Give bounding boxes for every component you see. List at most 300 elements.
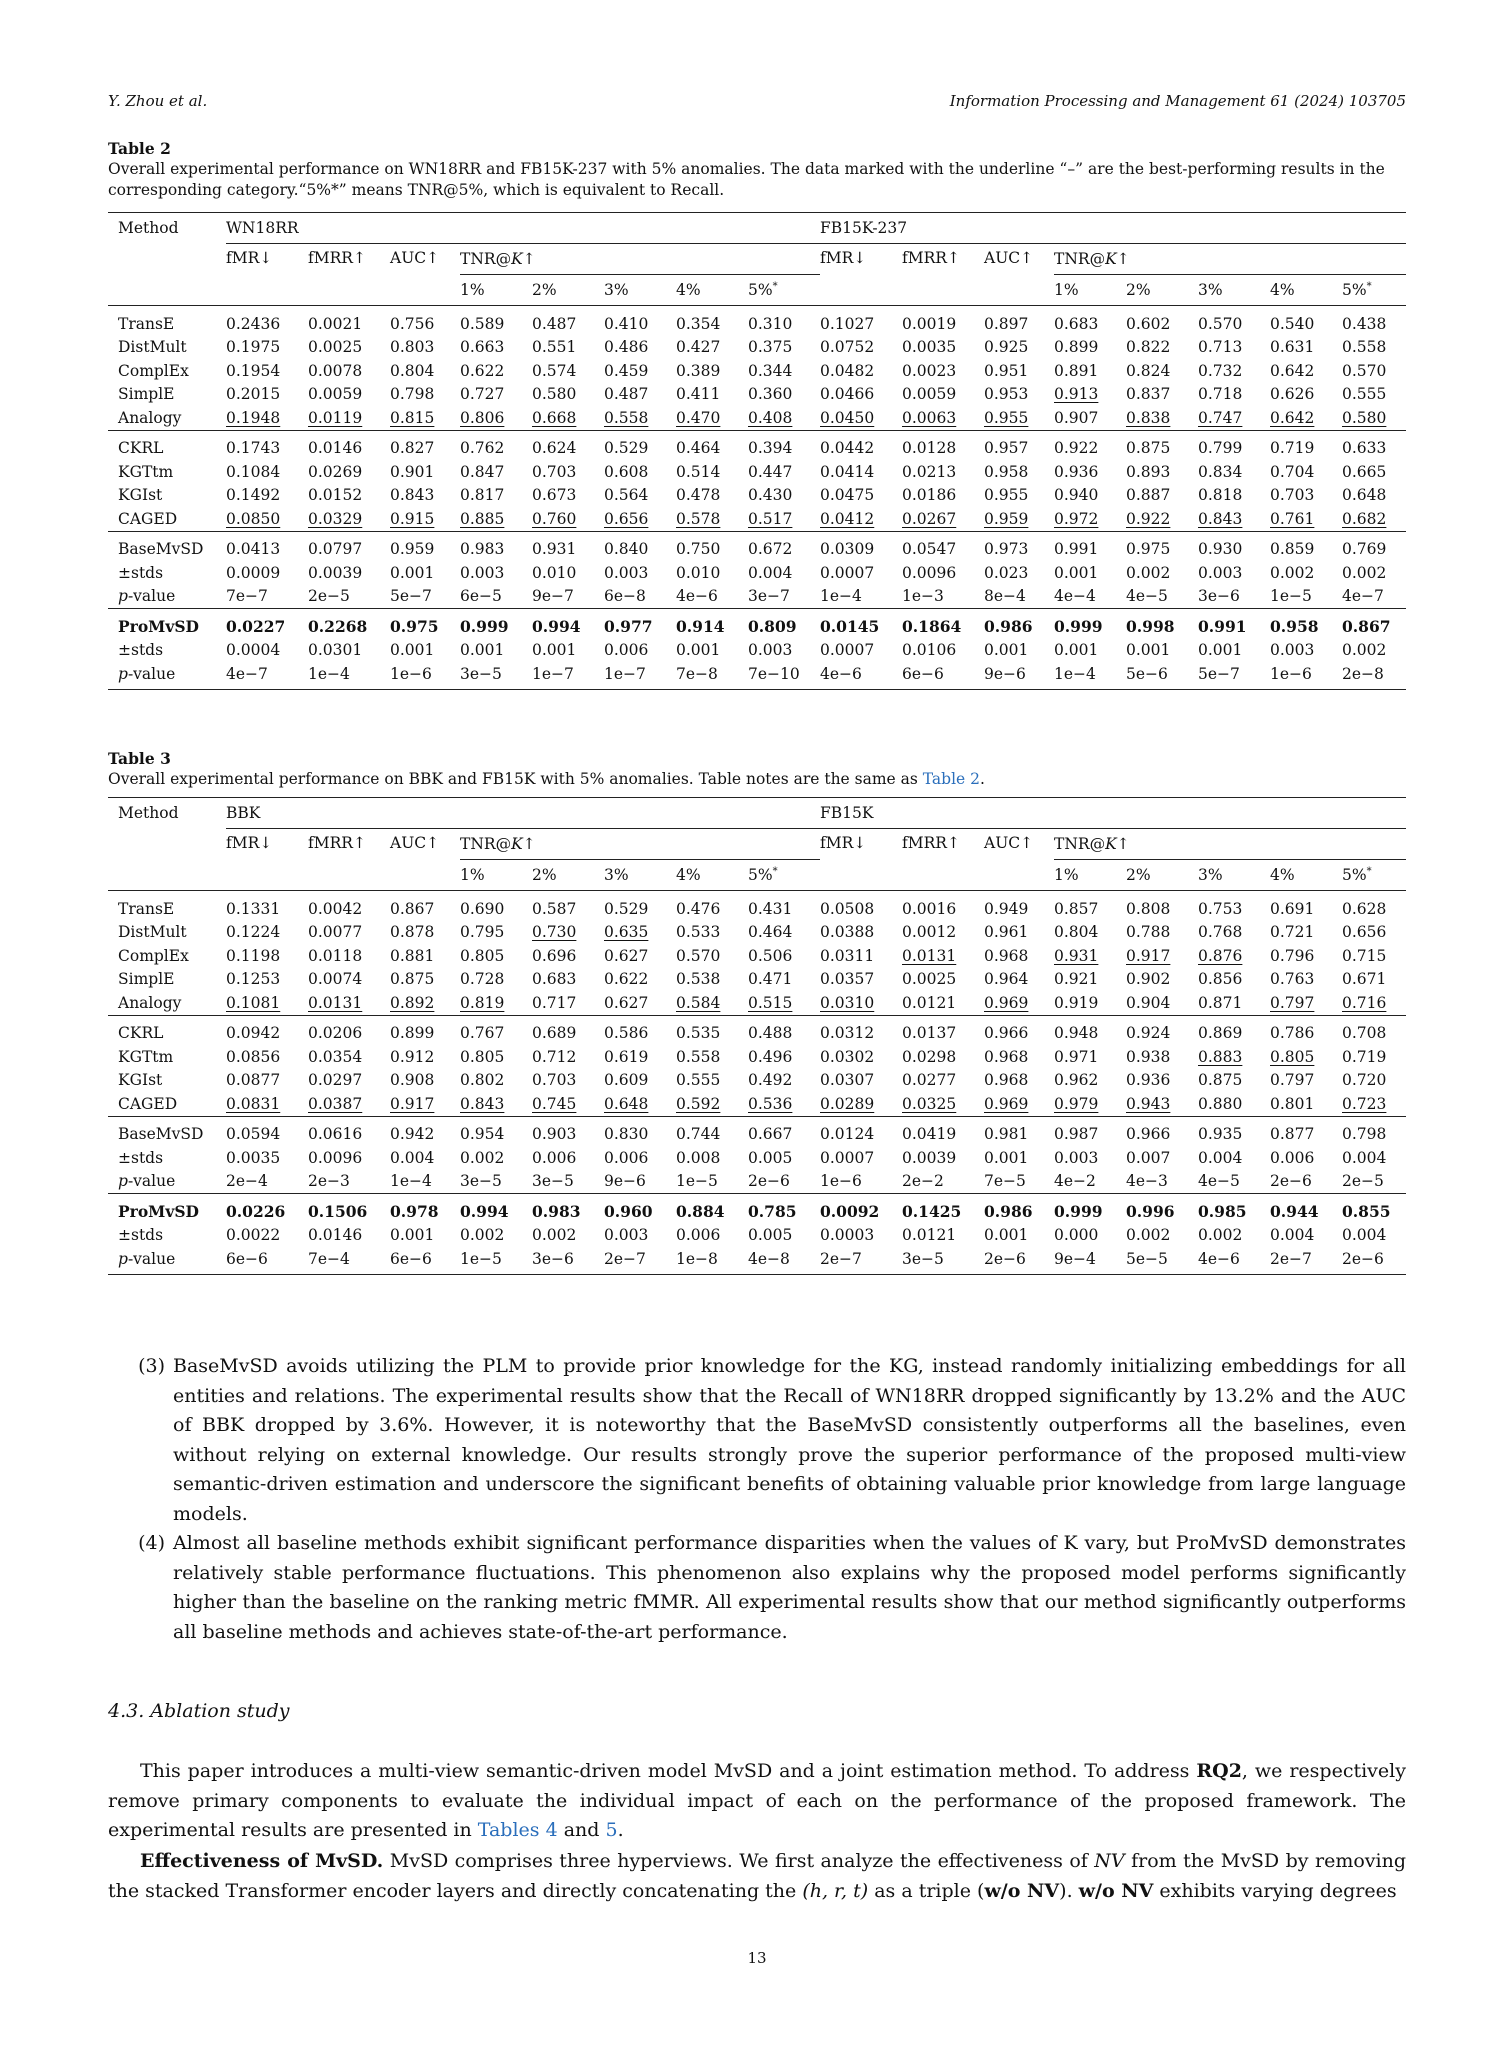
table-cell: 0.1975 xyxy=(226,338,281,357)
table-cell: 0.703 xyxy=(1270,486,1315,505)
table3-caption: Table 3 Overall experimental performance on BBK and FB15K with 5% anomalies. Table notes are the same as Table 2. xyxy=(108,748,1406,790)
table-cell: 0.727 xyxy=(460,385,505,404)
table-cell: 0.951 xyxy=(984,361,1029,380)
table-cell: 0.1425 xyxy=(902,1194,984,1224)
table-cell: 0.2436 xyxy=(226,306,308,336)
table-cell: 6e−5 xyxy=(460,587,502,606)
table-cell: 0.944 xyxy=(1270,1194,1342,1224)
table-cell: 0.622 xyxy=(460,361,505,380)
table-cell: 0.006 xyxy=(676,1226,721,1245)
table-cell: 0.959 xyxy=(984,509,1029,528)
table-cell: 0.007 xyxy=(1126,1148,1171,1167)
table-cell: 0.938 xyxy=(1126,1047,1171,1066)
metric-header: fMRR↑ xyxy=(902,834,960,852)
table-cell: 0.0021 xyxy=(308,306,390,336)
table-cell: 0.001 xyxy=(1126,641,1171,660)
table-cell: 0.558 xyxy=(1342,338,1387,357)
table-cell: 0.0329 xyxy=(308,509,363,528)
table-cell: 0.0118 xyxy=(308,946,363,965)
table-cell: 0.847 xyxy=(460,462,505,481)
table-cell: 2e−5 xyxy=(1342,1172,1384,1191)
metric-header: fMRR↑ xyxy=(902,249,960,267)
table-cell: 0.0354 xyxy=(308,1047,363,1066)
table-cell: 0.360 xyxy=(748,385,793,404)
table-cell: 0.1948 xyxy=(226,408,281,427)
table-cell: 0.795 xyxy=(460,923,505,942)
table-cell: 0.745 xyxy=(532,1094,577,1113)
table-cell: 0.529 xyxy=(604,891,676,921)
row-label: SimplE xyxy=(118,970,175,989)
table-cell: 0.0146 xyxy=(308,1226,363,1245)
table-cell: 0.529 xyxy=(604,430,676,460)
table-cell: 1e−4 xyxy=(1054,662,1126,689)
table-cell: 0.819 xyxy=(460,993,505,1012)
row-label: ±stds xyxy=(118,563,164,582)
table-cell: 0.0016 xyxy=(902,891,984,921)
table-cell: 0.004 xyxy=(1270,1226,1315,1245)
table-cell: 0.830 xyxy=(604,1116,676,1146)
table-cell: 0.991 xyxy=(1054,531,1126,561)
table-cell: 5e−7 xyxy=(1198,662,1270,689)
table-cell: 0.968 xyxy=(984,1071,1029,1090)
table-cell: 1e−6 xyxy=(390,662,460,689)
table-cell: 0.805 xyxy=(460,1047,505,1066)
table-row xyxy=(108,306,1406,336)
table-cell: 0.834 xyxy=(1198,462,1243,481)
table-cell: 0.0124 xyxy=(820,1116,902,1146)
header-journal: Information Processing and Management 61 (2024) 103705 xyxy=(949,92,1406,110)
list-item: (4) Almost all baseline methods exhibit significant performance disparities when the values of K vary, but ProMvSD demonstrates relatively stable performance fluctuations. This phenomenon also explains why the proposed model performs significantly higher than the baseline on the ranking metric fMMR. All experimental results show that our method significantly outperforms all baseline methods and achieves state-of-the-art performance. xyxy=(138,1532,1406,1643)
table-cell: 0.802 xyxy=(460,1071,505,1090)
table-cell: 0.375 xyxy=(748,338,793,357)
table-cell: 0.717 xyxy=(532,993,577,1012)
table-cell: 1e−7 xyxy=(532,662,604,689)
table-cell: 0.0413 xyxy=(226,531,308,561)
table-cell: 0.0616 xyxy=(308,1116,390,1146)
paragraph: This paper introduces a multi-view semantic-driven model MvSD and a joint estimation method. To address RQ2, we respectively remove primary components to evaluate the individual impact of each on the performance of the proposed framework. The experimental results are presented in Tables 4 and 5. xyxy=(108,1760,1406,1841)
table-cell: 0.310 xyxy=(748,306,820,336)
table-cell: 0.551 xyxy=(532,338,577,357)
table-cell: 1e−4 xyxy=(390,1172,432,1191)
table-cell: 0.760 xyxy=(532,509,577,528)
table-cell: 0.0508 xyxy=(820,891,902,921)
table-cell: 0.0387 xyxy=(308,1094,363,1113)
table-cell: 0.881 xyxy=(390,946,435,965)
table-cell: 0.471 xyxy=(748,970,793,989)
table-cell: 0.006 xyxy=(1270,1148,1315,1167)
table-cell: 0.0357 xyxy=(820,970,875,989)
table-cell: 0.899 xyxy=(390,1015,460,1045)
table-cell: 9e−4 xyxy=(1054,1247,1126,1274)
table-cell: 0.921 xyxy=(1054,970,1099,989)
table-cell: 0.961 xyxy=(984,923,1029,942)
table-cell: 0.584 xyxy=(676,993,721,1012)
row-label: DistMult xyxy=(118,923,187,942)
table-cell: 0.966 xyxy=(1126,1116,1198,1146)
table-row xyxy=(108,1015,1406,1045)
row-label: KGTtm xyxy=(118,462,174,481)
row-label: DistMult xyxy=(118,338,187,357)
table-cell: 0.883 xyxy=(1198,1047,1243,1066)
table-cell: 0.0412 xyxy=(820,509,875,528)
table-cell: 0.648 xyxy=(604,1094,649,1113)
table-cell: 0.001 xyxy=(984,641,1029,660)
table-row xyxy=(108,609,1406,639)
table-cell: 0.837 xyxy=(1126,385,1171,404)
table-cell: 0.0206 xyxy=(308,1015,390,1045)
table-cell: 0.648 xyxy=(1342,486,1387,505)
table-cell: 7e−5 xyxy=(984,1172,1026,1191)
row-label: BaseMvSD xyxy=(108,531,226,561)
table-cell: 0.0414 xyxy=(820,462,875,481)
metric-header-tnr: TNR@K↑ xyxy=(460,244,820,275)
table-cell: 0.703 xyxy=(532,462,577,481)
table-cell: 0.806 xyxy=(460,408,505,427)
table-cell: 0.801 xyxy=(1270,1094,1315,1113)
table-cell: 5e−7 xyxy=(390,587,432,606)
table-cell: 0.464 xyxy=(676,430,748,460)
row-label: ProMvSD xyxy=(108,1194,226,1224)
table-cell: 0.880 xyxy=(1198,1094,1243,1113)
table-cell: 0.002 xyxy=(1126,1226,1171,1245)
k-header: 2% xyxy=(1126,281,1151,299)
table-cell: 2e−7 xyxy=(820,1247,902,1274)
k-header: 3% xyxy=(1198,281,1223,299)
table-cell: 6e−8 xyxy=(604,587,646,606)
table-cell: 0.002 xyxy=(460,1148,505,1167)
table-cell: 0.949 xyxy=(984,891,1054,921)
table-cell: 0.817 xyxy=(460,486,505,505)
table-cell: 0.410 xyxy=(604,306,676,336)
table-cell: 0.915 xyxy=(390,509,435,528)
k-header: 1% xyxy=(1054,866,1079,884)
table-cell: 0.877 xyxy=(1270,1116,1342,1146)
row-label: BaseMvSD xyxy=(108,1116,226,1146)
table-cell: 0.0475 xyxy=(820,486,875,505)
table-cell: 6e−6 xyxy=(902,662,984,689)
table-cell: 0.0269 xyxy=(308,462,363,481)
table-cell: 0.917 xyxy=(1126,946,1171,965)
metric-header: AUC↑ xyxy=(984,249,1034,267)
table-cell: 0.006 xyxy=(604,1148,649,1167)
tables4-link[interactable]: Tables 4 xyxy=(477,1819,558,1841)
table-cell: 1e−4 xyxy=(308,662,390,689)
table-cell: 0.0025 xyxy=(308,338,363,357)
table-cell: 3e−5 xyxy=(902,1247,984,1274)
table-cell: 0.922 xyxy=(1126,509,1171,528)
table-cell: 0.996 xyxy=(1126,1194,1198,1224)
table-cell: 0.002 xyxy=(1270,563,1315,582)
table-cell: 0.0007 xyxy=(820,563,875,582)
table-row xyxy=(108,1146,1406,1170)
table-cell: 0.818 xyxy=(1198,486,1243,505)
table-cell: 0.0450 xyxy=(820,408,875,427)
table-cell: 2e−6 xyxy=(748,1172,790,1191)
table-cell: 0.756 xyxy=(390,306,460,336)
k-header: 4% xyxy=(1270,281,1295,299)
table-cell: 0.023 xyxy=(984,563,1029,582)
table-row xyxy=(108,1116,1406,1146)
table-cell: 0.843 xyxy=(1198,509,1243,528)
table-cell: 0.558 xyxy=(676,1047,721,1066)
table-cell: 0.767 xyxy=(460,1015,532,1045)
table-row xyxy=(108,1092,1406,1116)
table-cell: 0.580 xyxy=(532,385,577,404)
table-cell: 2e−7 xyxy=(604,1247,676,1274)
table-cell: 0.0003 xyxy=(820,1226,875,1245)
table-cell: 0.0797 xyxy=(308,531,390,561)
table-cell: 0.0131 xyxy=(902,946,957,965)
table-cell: 2e−4 xyxy=(226,1172,268,1191)
table-cell: 2e−6 xyxy=(1270,1172,1312,1191)
row-label: p-value xyxy=(118,1172,176,1191)
table5-link[interactable]: 5 xyxy=(605,1819,618,1841)
table-cell: 1e−7 xyxy=(604,662,676,689)
table-cell: 0.354 xyxy=(676,306,748,336)
table-cell: 0.663 xyxy=(460,338,505,357)
table-row xyxy=(108,406,1406,430)
table-cell: 0.0419 xyxy=(902,1116,984,1146)
table-cell: 0.344 xyxy=(748,361,793,380)
table2-caption-text: Overall experimental performance on WN18RR and FB15K-237 with 5% anomalies. The data marked with the underline “–” are the best-performing results in the corresponding category.“5%*” means TNR@5%, which is equivalent to Recall. xyxy=(108,160,1385,199)
table-cell: 0.602 xyxy=(1126,306,1198,336)
table-cell: 0.003 xyxy=(1054,1148,1099,1167)
table-cell: 3e−6 xyxy=(1198,587,1240,606)
table-cell: 0.0298 xyxy=(902,1047,957,1066)
table-cell: 4e−6 xyxy=(676,587,718,606)
table-cell: 0.002 xyxy=(1342,563,1387,582)
table-cell: 0.930 xyxy=(1198,531,1270,561)
table-cell: 0.931 xyxy=(1054,946,1099,965)
table-cell: 0.438 xyxy=(1342,306,1406,336)
table-cell: 0.003 xyxy=(604,1226,649,1245)
table-cell: 0.642 xyxy=(1270,408,1315,427)
table-cell: 0.0466 xyxy=(820,385,875,404)
table2-link[interactable]: Table 2 xyxy=(922,770,980,788)
table-cell: 2e−6 xyxy=(984,1247,1054,1274)
table-cell: 0.867 xyxy=(390,891,460,921)
table-cell: 0.627 xyxy=(604,993,649,1012)
row-label: p-value xyxy=(118,587,176,606)
table-cell: 2e−2 xyxy=(902,1172,944,1191)
metric-header: fMR↓ xyxy=(226,834,273,852)
table-cell: 0.804 xyxy=(1054,923,1099,942)
k-header: 5%* xyxy=(748,280,778,300)
table-cell: 0.1331 xyxy=(226,891,308,921)
table-cell: 0.001 xyxy=(984,1226,1029,1245)
table-cell: 0.578 xyxy=(676,509,721,528)
k-header: 5%* xyxy=(748,865,778,885)
table-cell: 0.0077 xyxy=(308,923,363,942)
table-cell: 0.1954 xyxy=(226,361,281,380)
table-2 xyxy=(108,212,1406,690)
table-cell: 0.001 xyxy=(984,1148,1029,1167)
metric-header: fMR↓ xyxy=(226,249,273,267)
table-cell: 0.1492 xyxy=(226,486,281,505)
section-heading: 4.3. Ablation study xyxy=(108,1700,290,1722)
table-cell: 0.703 xyxy=(532,1071,577,1090)
table-cell: 0.960 xyxy=(604,1194,676,1224)
table-cell: 0.691 xyxy=(1270,891,1342,921)
table-cell: 0.0311 xyxy=(820,946,875,965)
table-cell: 0.747 xyxy=(1198,408,1243,427)
table-cell: 0.723 xyxy=(1342,1094,1387,1113)
table-cell: 0.570 xyxy=(1342,361,1387,380)
table-cell: 0.979 xyxy=(1054,1094,1099,1113)
table-cell: 0.570 xyxy=(1198,306,1270,336)
table-cell: 0.411 xyxy=(676,385,721,404)
table-cell: 0.925 xyxy=(984,338,1029,357)
table-cell: 0.001 xyxy=(390,563,435,582)
table-cell: 0.627 xyxy=(604,946,649,965)
table-cell: 5e−5 xyxy=(1126,1247,1198,1274)
table-cell: 0.1027 xyxy=(820,306,902,336)
k-header: 5%* xyxy=(1342,865,1372,885)
k-header: 4% xyxy=(676,281,701,299)
k-header: 5%* xyxy=(1342,280,1372,300)
table-row xyxy=(108,944,1406,968)
table-cell: 0.0482 xyxy=(820,361,875,380)
table-cell: 0.656 xyxy=(604,509,649,528)
table-cell: 0.815 xyxy=(390,408,435,427)
table-cell: 0.002 xyxy=(532,1226,577,1245)
table-cell: 0.999 xyxy=(1054,609,1126,639)
table-cell: 0.665 xyxy=(1342,462,1387,481)
metric-header: AUC↑ xyxy=(390,249,440,267)
table-cell: 0.840 xyxy=(604,531,676,561)
table-cell: 0.002 xyxy=(460,1226,505,1245)
table-cell: 0.912 xyxy=(390,1047,435,1066)
table-cell: 0.003 xyxy=(1198,563,1243,582)
table-row xyxy=(108,1069,1406,1093)
table-cell: 0.592 xyxy=(676,1094,721,1113)
table-cell: 0.536 xyxy=(748,1094,793,1113)
table-cell: 0.0092 xyxy=(820,1194,902,1224)
table-cell: 0.656 xyxy=(1342,923,1387,942)
table-cell: 6e−6 xyxy=(226,1247,308,1274)
row-label: CKRL xyxy=(108,430,226,460)
table-cell: 0.808 xyxy=(1126,891,1198,921)
table-cell: 0.744 xyxy=(676,1116,748,1146)
table2-label: Table 2 xyxy=(108,139,171,158)
table-cell: 0.564 xyxy=(604,486,649,505)
metric-header: fMR↓ xyxy=(820,834,867,852)
k-header: 3% xyxy=(1198,866,1223,884)
table-cell: 0.619 xyxy=(604,1047,649,1066)
table-cell: 0.003 xyxy=(604,563,649,582)
k-header: 1% xyxy=(460,866,485,884)
k-header: 1% xyxy=(460,281,485,299)
table-cell: 0.580 xyxy=(1342,408,1387,427)
table-cell: 0.001 xyxy=(532,641,577,660)
table-cell: 0.924 xyxy=(1126,1015,1198,1045)
table-cell: 0.721 xyxy=(1270,923,1315,942)
table-row xyxy=(108,585,1406,609)
table-cell: 3e−5 xyxy=(532,1172,574,1191)
table-cell: 9e−6 xyxy=(604,1172,646,1191)
table-cell: 6e−6 xyxy=(390,1247,460,1274)
table-cell: 0.804 xyxy=(390,361,435,380)
table-cell: 0.0831 xyxy=(226,1094,281,1113)
table-row xyxy=(108,561,1406,585)
table-cell: 0.006 xyxy=(604,641,649,660)
table-cell: 0.587 xyxy=(532,891,604,921)
table-cell: 0.761 xyxy=(1270,509,1315,528)
table-cell: 0.633 xyxy=(1342,430,1406,460)
table-cell: 0.822 xyxy=(1126,338,1171,357)
table-cell: 0.843 xyxy=(390,486,435,505)
k-header: 1% xyxy=(1054,281,1079,299)
row-label: p-value xyxy=(108,1247,226,1274)
table-cell: 0.713 xyxy=(1198,338,1243,357)
table-cell: 0.954 xyxy=(460,1116,532,1146)
table-cell: 0.972 xyxy=(1054,509,1099,528)
row-label: ±stds xyxy=(118,641,164,660)
table-cell: 0.408 xyxy=(748,408,793,427)
row-label: KGTtm xyxy=(118,1047,174,1066)
table-cell: 0.986 xyxy=(984,609,1054,639)
table-row xyxy=(108,891,1406,921)
k-header: 2% xyxy=(532,281,557,299)
table-cell: 0.957 xyxy=(984,430,1054,460)
table-cell: 0.708 xyxy=(1342,1015,1406,1045)
table-cell: 0.904 xyxy=(1126,993,1171,1012)
row-label: ±stds xyxy=(118,1226,164,1245)
table-cell: 0.005 xyxy=(748,1148,793,1167)
table-cell: 0.609 xyxy=(604,1071,649,1090)
table-cell: 0.002 xyxy=(1342,641,1387,660)
table-cell: 0.0039 xyxy=(902,1148,957,1167)
table-cell: 0.001 xyxy=(460,641,505,660)
table-cell: 0.683 xyxy=(532,970,577,989)
table-cell: 0.876 xyxy=(1198,946,1243,965)
table-cell: 0.0106 xyxy=(902,641,957,660)
table-cell: 0.856 xyxy=(1198,970,1243,989)
table-cell: 0.948 xyxy=(1054,1015,1126,1045)
dataset-header: WN18RR xyxy=(226,213,820,244)
table-row xyxy=(108,1045,1406,1069)
header-authors: Y. Zhou et al. xyxy=(108,92,208,110)
table-cell: 0.0289 xyxy=(820,1094,875,1113)
table-cell: 0.798 xyxy=(1342,1116,1406,1146)
table-cell: 0.002 xyxy=(1198,1226,1243,1245)
dataset-header: BBK xyxy=(226,798,820,829)
table-cell: 0.827 xyxy=(390,430,460,460)
table-cell: 1e−3 xyxy=(902,587,944,606)
table-cell: 2e−3 xyxy=(308,1172,350,1191)
table-cell: 0.0121 xyxy=(902,1226,957,1245)
table-cell: 0.892 xyxy=(390,993,435,1012)
table-cell: 0.871 xyxy=(1198,993,1243,1012)
table-cell: 0.931 xyxy=(532,531,604,561)
table-cell: 0.0042 xyxy=(308,891,390,921)
table-cell: 0.2268 xyxy=(308,609,390,639)
row-label: CKRL xyxy=(108,1015,226,1045)
table-cell: 0.935 xyxy=(1198,1116,1270,1146)
table-cell: 0.968 xyxy=(984,946,1029,965)
table-cell: 0.394 xyxy=(748,430,820,460)
table-cell: 0.0096 xyxy=(308,1148,363,1167)
table-cell: 0.558 xyxy=(604,408,649,427)
table-cell: 0.730 xyxy=(532,923,577,942)
table-cell: 0.0025 xyxy=(902,970,957,989)
table-cell: 0.447 xyxy=(748,462,793,481)
table-cell: 2e−8 xyxy=(1342,662,1406,689)
table-3 xyxy=(108,797,1406,1275)
list-item: (3) BaseMvSD avoids utilizing the PLM to provide prior knowledge for the KG, instead randomly initializing embeddings for all entities and relations. The experimental results show that the Recall of WN18RR dropped significantly by 13.2% and the AUC of BBK dropped by 3.6%. However, it is noteworthy that the BaseMvSD consistently outperforms all the baselines, even without relying on external knowledge. Our results strongly prove the superior performance of the proposed multi-view semantic-driven estimation and underscore the significant benefits of obtaining valuable prior knowledge from large language models. xyxy=(138,1355,1406,1525)
table-cell: 0.788 xyxy=(1126,923,1171,942)
table-cell: 0.805 xyxy=(460,946,505,965)
